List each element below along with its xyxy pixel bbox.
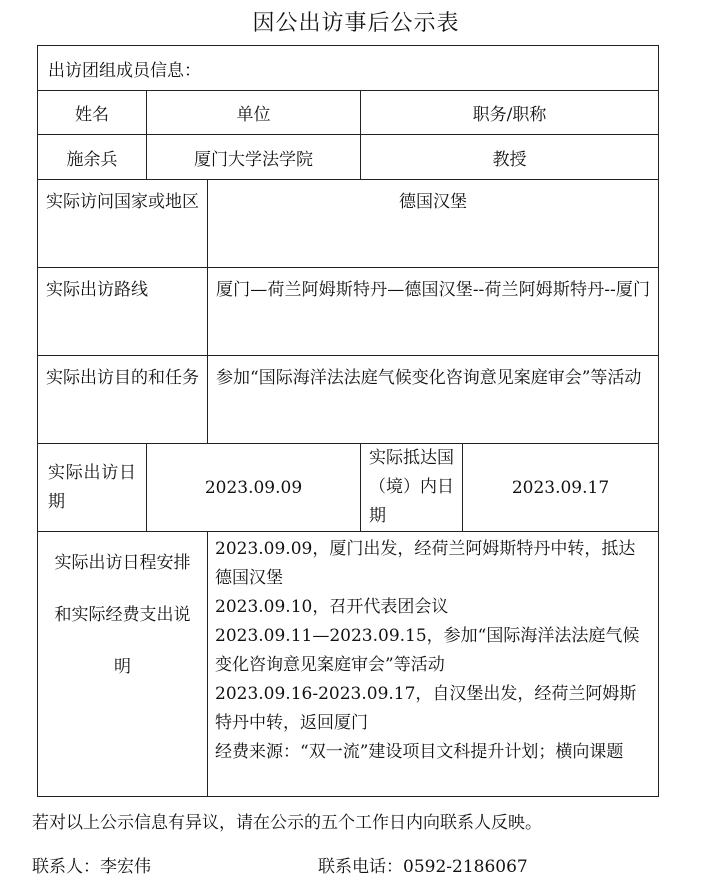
schedule-label: 实际出访日程安排和实际经费支出说明: [54, 553, 191, 677]
return-date-value: 2023.09.17: [463, 444, 659, 532]
disclosure-table: [37, 45, 659, 797]
header-name: 姓名: [38, 91, 147, 135]
country-label: 实际访问国家或地区: [38, 180, 208, 268]
purpose-label: 实际出访目的和任务: [38, 356, 208, 444]
header-position: 职务/职称: [361, 91, 659, 135]
country-value: 德国汉堡: [208, 180, 659, 268]
contact-phone: 联系电话：0592-2186067: [318, 857, 528, 877]
member-name: 施余兵: [38, 135, 147, 180]
purpose-value: 参加“国际海洋法法庭气候变化咨询意见案庭审会”等活动: [208, 356, 659, 444]
route-value: 厦门—荷兰阿姆斯特丹—德国汉堡--荷兰阿姆斯特丹--厦门: [208, 268, 659, 356]
contact-person: 联系人：李宏伟: [32, 857, 151, 877]
header-unit: 单位: [147, 91, 361, 135]
depart-date-value: 2023.09.09: [147, 444, 361, 532]
notice-text: 若对以上公示信息有异议，请在公示的五个工作日内向联系人反映。: [32, 813, 542, 833]
member-position: 教授: [361, 135, 659, 180]
page-title: 因公出访事后公示表: [252, 11, 460, 36]
member-unit: 厦门大学法学院: [147, 135, 361, 180]
route-label: 实际出访路线: [38, 268, 208, 356]
depart-date-label: 实际出访日期: [38, 444, 147, 532]
return-date-label: 实际抵达国（境）内日期: [361, 444, 463, 532]
schedule-text: 2023.09.09，厦门出发，经荷兰阿姆斯特丹中转，抵达德国汉堡 2023.09.10，召开代表团会议 2023.09.11—2023.09.15，参加“国际海洋法法庭气候变化咨询意见案庭审会”等活动 2023.09.16-2023.09.17，自汉堡出发，经荷兰阿姆斯特丹中转，返回厦门 经费来源：“双一流”建设项目文科提升计划；横向课题: [208, 532, 659, 797]
members-info-label: 出访团组成员信息：: [38, 46, 659, 91]
